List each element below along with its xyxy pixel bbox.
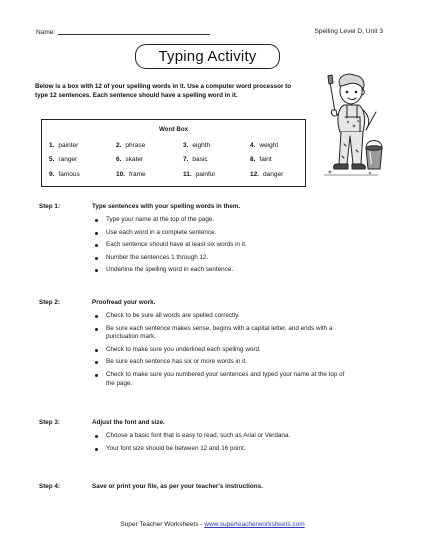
list-item: Check to make sure you numbered your sentences and typed your name at the top of the page. (95, 371, 353, 388)
name-line (58, 28, 210, 35)
word-text: phrase (125, 142, 146, 149)
word-item (183, 171, 215, 178)
step-title: Adjust the font and size. (92, 419, 165, 426)
step-3-list (95, 432, 353, 457)
word-number: 12. (250, 171, 260, 178)
step-2-list (95, 312, 353, 392)
word-text: ranger (58, 156, 78, 163)
word-number: 3. (183, 142, 189, 149)
word-number: 4. (250, 142, 256, 149)
list-item: Type your name at the top of the page. (95, 216, 353, 225)
level-label: Spelling Level D, Unit 3 (314, 28, 383, 35)
list-item: Your font size should be between 12 and 16 point. (95, 445, 353, 454)
step-title: Proofread your work. (92, 299, 156, 306)
word-number: 6. (116, 156, 122, 163)
word-number: 9. (49, 171, 55, 178)
word-text: frame (129, 171, 146, 178)
step-title: Save or print your file, as per your teacher's instructions. (92, 483, 263, 490)
step-1-list (95, 216, 353, 279)
name-label: Name: (36, 29, 56, 36)
step-label: Step 3: (39, 419, 60, 426)
word-text: basic (192, 156, 208, 163)
word-number: 10. (116, 171, 126, 178)
word-text: painful (195, 171, 215, 178)
list-item: Be sure each sentence has six or more words in it. (95, 358, 353, 367)
intro-text: Below is a box with 12 of your spelling words in it. Use a computer word processor to type 12 sentences. Each sentence should have a spelling word in it. (35, 83, 292, 99)
list-item: Choose a basic font that is easy to read, such as Arial or Verdana. (95, 432, 353, 441)
word-text: painter (58, 142, 79, 149)
list-item: Underline the spelling word in each sentence. (95, 266, 353, 275)
page-title: Typing Activity (158, 48, 257, 65)
word-item (183, 156, 208, 163)
word-item (49, 156, 77, 163)
footer (0, 521, 425, 528)
word-text: eighth (192, 142, 211, 149)
name-field[interactable] (36, 28, 210, 36)
word-text: faint (259, 156, 272, 163)
footer-text: Super Teacher Worksheets - (120, 521, 205, 528)
word-item (250, 156, 272, 163)
word-item (183, 142, 210, 149)
word-number: 2. (116, 142, 122, 149)
word-item (116, 156, 143, 163)
step-label: Step 1: (39, 203, 60, 210)
painter-boy-illustration (318, 72, 386, 190)
word-number: 7. (183, 156, 189, 163)
list-item: Be sure each sentence makes sense, begins with a capital letter, and ends with a punctuation mark. (95, 325, 353, 342)
word-text: famous (58, 171, 80, 178)
word-number: 1. (49, 142, 55, 149)
step-label: Step 2: (39, 299, 60, 306)
word-text: weight (259, 142, 279, 149)
word-text: skater (125, 156, 144, 163)
list-item: Check to be sure all words are spelled correctly. (95, 312, 353, 321)
word-item (49, 171, 80, 178)
word-box-title: Word Box (158, 126, 189, 133)
word-number: 11. (183, 171, 192, 178)
word-text: danger (263, 171, 284, 178)
footer-link[interactable]: www.superteacherworksheets.com (204, 521, 305, 528)
list-item: Number the sentences 1 through 12. (95, 254, 353, 263)
word-number: 8. (250, 156, 256, 163)
word-item (116, 171, 146, 178)
step-title: Type sentences with your spelling words in them. (92, 203, 241, 210)
word-item (116, 142, 145, 149)
word-number: 5. (49, 156, 55, 163)
word-item (49, 142, 78, 149)
word-item (250, 171, 283, 178)
word-item (250, 142, 278, 149)
list-item: Each sentence should have at least six words in it. (95, 241, 353, 250)
list-item: Use each word in a complete sentence. (95, 229, 353, 238)
step-label: Step 4: (39, 483, 60, 490)
word-box (41, 119, 306, 187)
list-item: Check to make sure you underlined each spelling word. (95, 346, 353, 355)
title-box (135, 44, 280, 69)
